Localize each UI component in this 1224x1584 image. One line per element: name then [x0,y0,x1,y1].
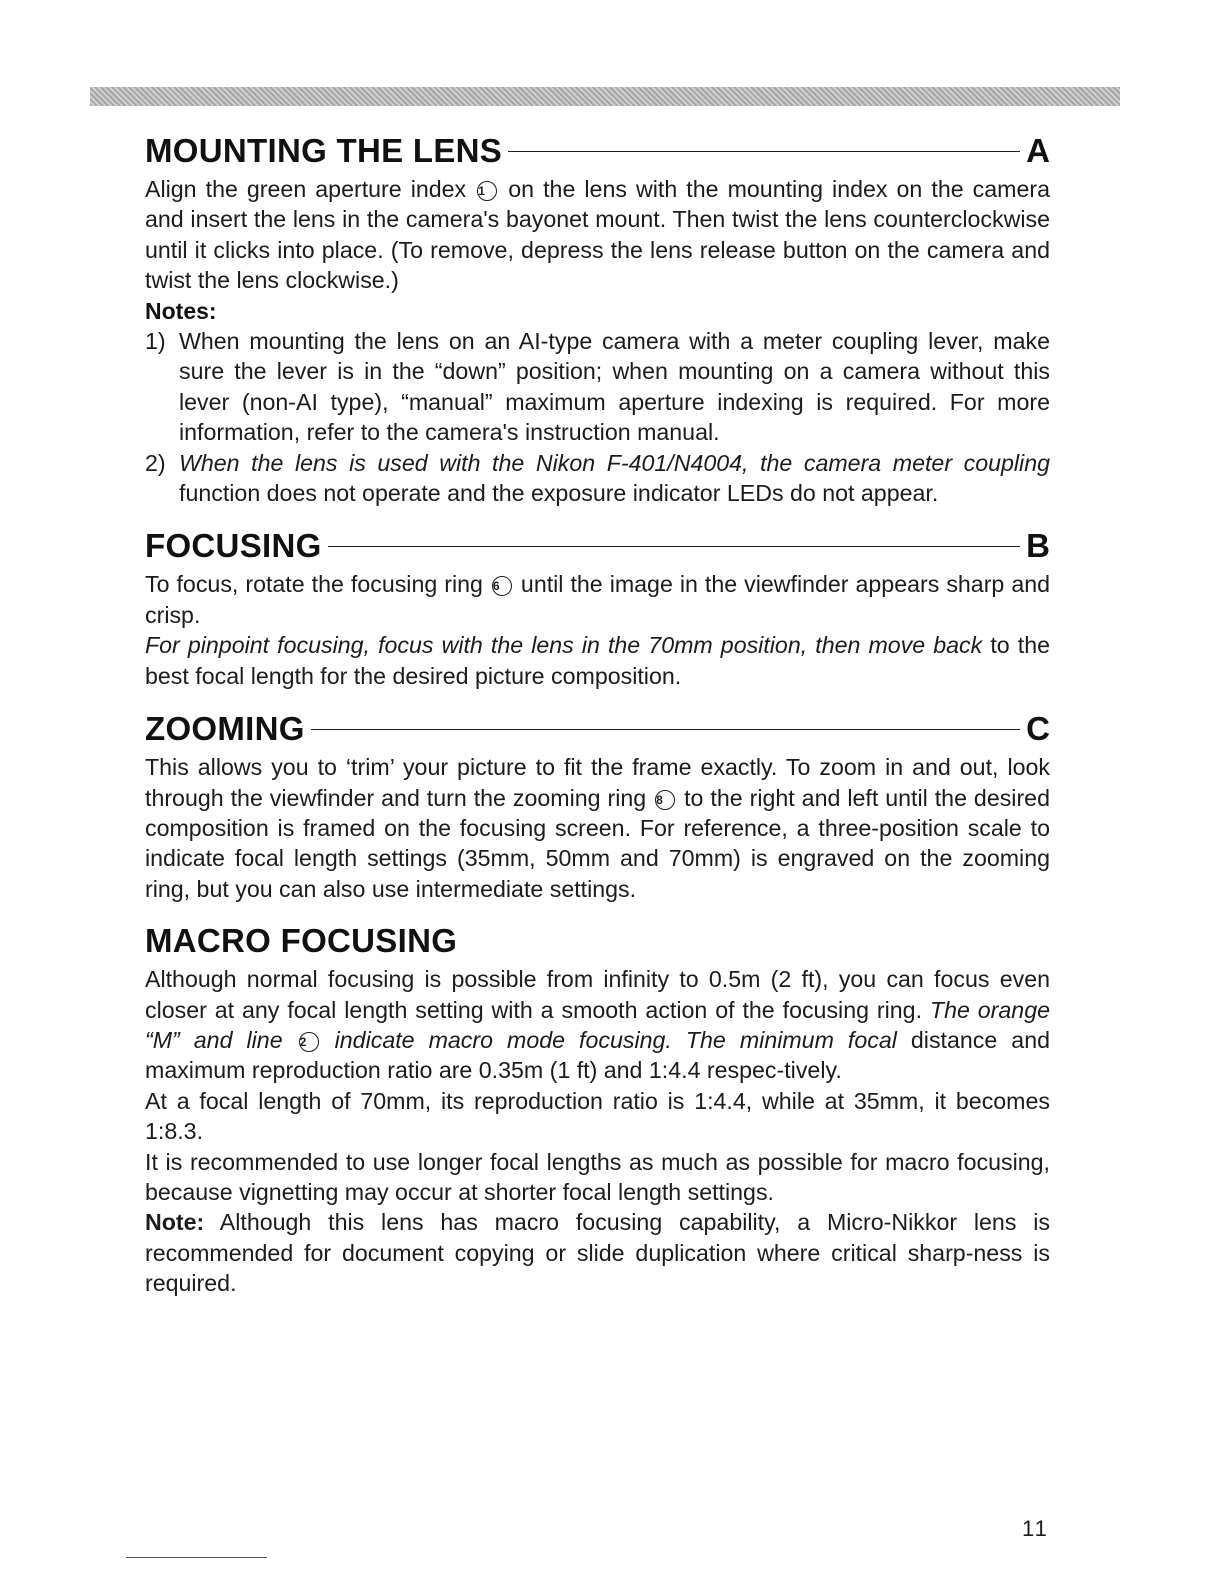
callout-marker: 8 [655,790,675,810]
text-run: This allows you to ‘trim’ your picture to fit the frame exactly. To zoom in and out, look through the viewfinder and turn the zooming ring [145,754,1050,811]
note-number: 1) [145,328,166,355]
page-content [145,128,1050,1299]
body-paragraph [145,1207,1050,1298]
section-title: MACRO FOCUSING [145,922,458,960]
body-paragraph [145,569,1050,630]
header-band [90,87,1120,106]
section-heading [145,128,1050,174]
text-run: Although this lens has macro focusing capability, a Micro-Nikkor lens is recommended for document copying or slide duplication where critical sharp-ness is required. [145,1209,1050,1297]
footer-rule [126,1557,267,1558]
note-italic: When the lens is used with the Nikon F-401/N4004, the camera meter coupling [179,449,1050,476]
page-number: 11 [1022,1516,1049,1541]
callout-marker: 1 [477,181,497,201]
text-run: on the lens with the mounting index on the camera and insert the lens in the camera's bayonet mount. Then twist the lens counterclockwise until it clicks into place. (To remove, depress the lens release button on the camera and twist the lens clockwise.) [145,176,1050,294]
body-paragraph [145,630,1050,691]
heading-rule [328,546,1021,547]
section-heading [145,706,1050,752]
section-title: FOCUSING [145,527,322,565]
body-paragraph: At a focal length of 70mm, its reproduction ratio is 1:4.4, while at 35mm, it becomes 1:8.3. [145,1087,1050,1145]
note-number: 2) [145,449,166,476]
body-paragraph [145,752,1050,904]
section-heading [145,523,1050,569]
note-text: When mounting the lens on an AI-type camera with a meter coupling lever, make sure the lever is in the “down” position; when mounting on a camera without this lever (non-AI type), “manual” maximum aperture indexing is required. For more information, refer to the camera's instruction manual. [179,328,1050,446]
section-focusing [145,523,1050,691]
text-run: until the image in the viewfinder appears sharp and crisp. [145,571,1051,628]
section-letter: B [1026,527,1050,565]
text-run: Although normal focusing is possible from infinity to 0.5m (2 ft), you can focus even closer at any focal length setting with a smooth action of the focusing ring. [145,966,1050,1023]
section-heading [145,918,1050,964]
notes-list [145,326,1050,508]
text-run: to the best focal length for the desired picture composition. [145,632,1050,689]
note-text [179,448,1050,509]
note-rest: function does not operate and the exposure indicator LEDs do not appear. [179,480,939,507]
section-mounting [145,128,1050,508]
note-item [145,448,1050,509]
section-zooming [145,706,1050,904]
section-letter: C [1026,710,1050,748]
text-run: distance and maximum reproduction ratio are 0.35m (1 ft) and 1:4.4 respec-tively. [145,1026,1050,1084]
italic-run: The orange “M” and line [145,996,1050,1053]
text-run: To focus, rotate the focusing ring [145,571,490,598]
callout-marker: 6 [492,576,512,596]
text-run: to the right and left until the desired composition is framed on the focusing screen. For reference, a three-position scale to indicate focal length settings (35mm, 50mm and 70mm) is engraved on the zooming ring, but you can also use intermediate settings. [145,784,1050,902]
section-macro-focusing [145,918,1050,1298]
section-title: ZOOMING [145,710,305,748]
heading-rule [508,151,1020,152]
body-paragraph: It is recommended to use longer focal lengths as much as possible for macro focusing, because vignetting may occur at shorter focal length settings. [145,1148,1050,1205]
italic-run: indicate macro mode focusing. The minimum focal [320,1026,897,1053]
note-label: Note: [145,1209,205,1236]
note-item [145,326,1050,448]
body-paragraph [145,174,1050,296]
heading-rule [311,729,1020,730]
text-run: Align the green aperture index [145,176,476,202]
section-title: MOUNTING THE LENS [145,132,503,169]
callout-marker: 2 [299,1032,319,1052]
body-paragraph [145,964,1050,1086]
notes-label: Notes: [145,297,217,324]
section-letter: A [1026,132,1050,169]
italic-run: For pinpoint focusing, focus with the lens in the 70mm position, then move back [145,632,983,659]
